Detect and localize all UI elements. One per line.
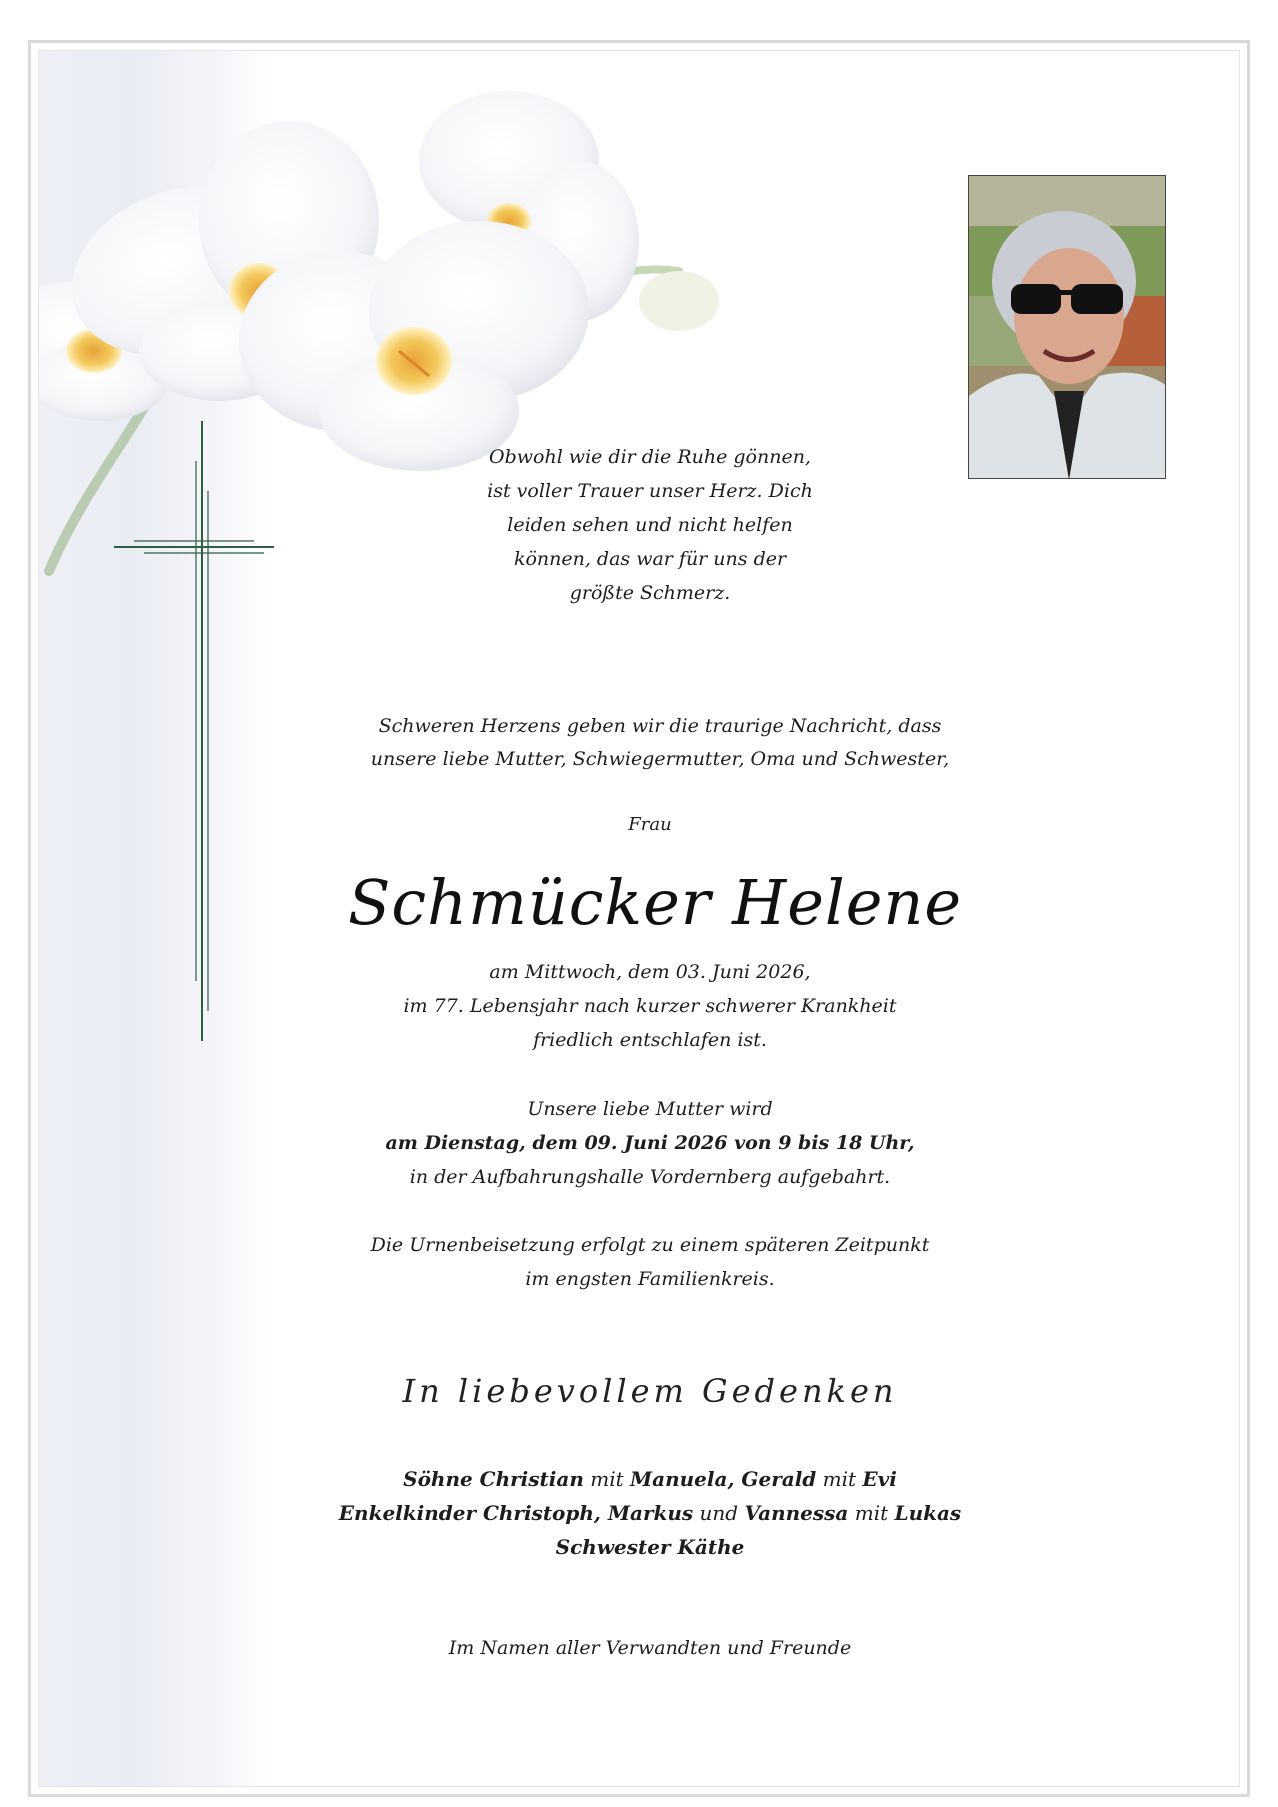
intro-line: Schweren Herzens geben wir die traurige Nachricht, dass: [378, 715, 942, 737]
deceased-name: Schmücker Helene: [347, 866, 963, 939]
family-name: Söhne Christian: [403, 1467, 584, 1491]
family-name: Lukas: [894, 1501, 962, 1525]
family-connector: mit: [848, 1501, 895, 1525]
closing-line: Im Namen aller Verwandten und Freunde: [448, 1637, 852, 1659]
family-list: [300, 1462, 1000, 1564]
family-name: Evi: [862, 1467, 897, 1491]
intro-line: unsere liebe Mutter, Schwiegermutter, Oma und Schwester,: [370, 748, 950, 770]
poem-line: leiden sehen und nicht helfen: [507, 514, 793, 536]
memorial-heading: In liebevollem Gedenken: [402, 1372, 898, 1410]
cross-icon: [114, 421, 274, 1041]
family-connector: und: [693, 1501, 745, 1525]
poem-line: Obwohl wie dir die Ruhe gönnen,: [489, 446, 811, 468]
family-row: [300, 1462, 1000, 1496]
salutation: Frau: [628, 814, 672, 835]
burial-line: im engsten Familienkreis.: [525, 1268, 775, 1290]
family-row: [300, 1530, 1000, 1564]
poem-line: ist voller Trauer unser Herz. Dich: [487, 480, 813, 502]
portrait-photo: [968, 175, 1166, 479]
death-line: am Mittwoch, dem 03. Juni 2026,: [489, 961, 811, 983]
family-name: Schwester Käthe: [555, 1535, 745, 1559]
family-connector: mit: [816, 1467, 863, 1491]
burial-line: Die Urnenbeisetzung erfolgt zu einem späteren Zeitpunkt: [370, 1234, 930, 1256]
poem: [440, 440, 860, 610]
burial-info: [300, 1228, 1000, 1296]
death-info: [330, 955, 970, 1057]
viewing-info: [330, 1092, 970, 1194]
death-line: im 77. Lebensjahr nach kurzer schwerer Krankheit: [403, 995, 897, 1017]
family-name: Vannessa: [744, 1501, 849, 1525]
family-name: Manuela, Gerald: [630, 1467, 817, 1491]
poem-line: größte Schmerz.: [569, 582, 731, 604]
poem-line: können, das war für uns der: [513, 548, 787, 570]
announcement-intro: [300, 710, 1020, 776]
viewing-location: in der Aufbahrungshalle Vordernberg aufgebahrt.: [409, 1166, 891, 1188]
family-name: Enkelkinder Christoph, Markus: [338, 1501, 694, 1525]
family-connector: mit: [583, 1467, 630, 1491]
family-row: [300, 1496, 1000, 1530]
viewing-line: Unsere liebe Mutter wird: [527, 1098, 773, 1120]
death-line: friedlich entschlafen ist.: [533, 1029, 767, 1051]
viewing-date: am Dienstag, dem 09. Juni 2026 von 9 bis 18 Uhr,: [385, 1132, 915, 1154]
